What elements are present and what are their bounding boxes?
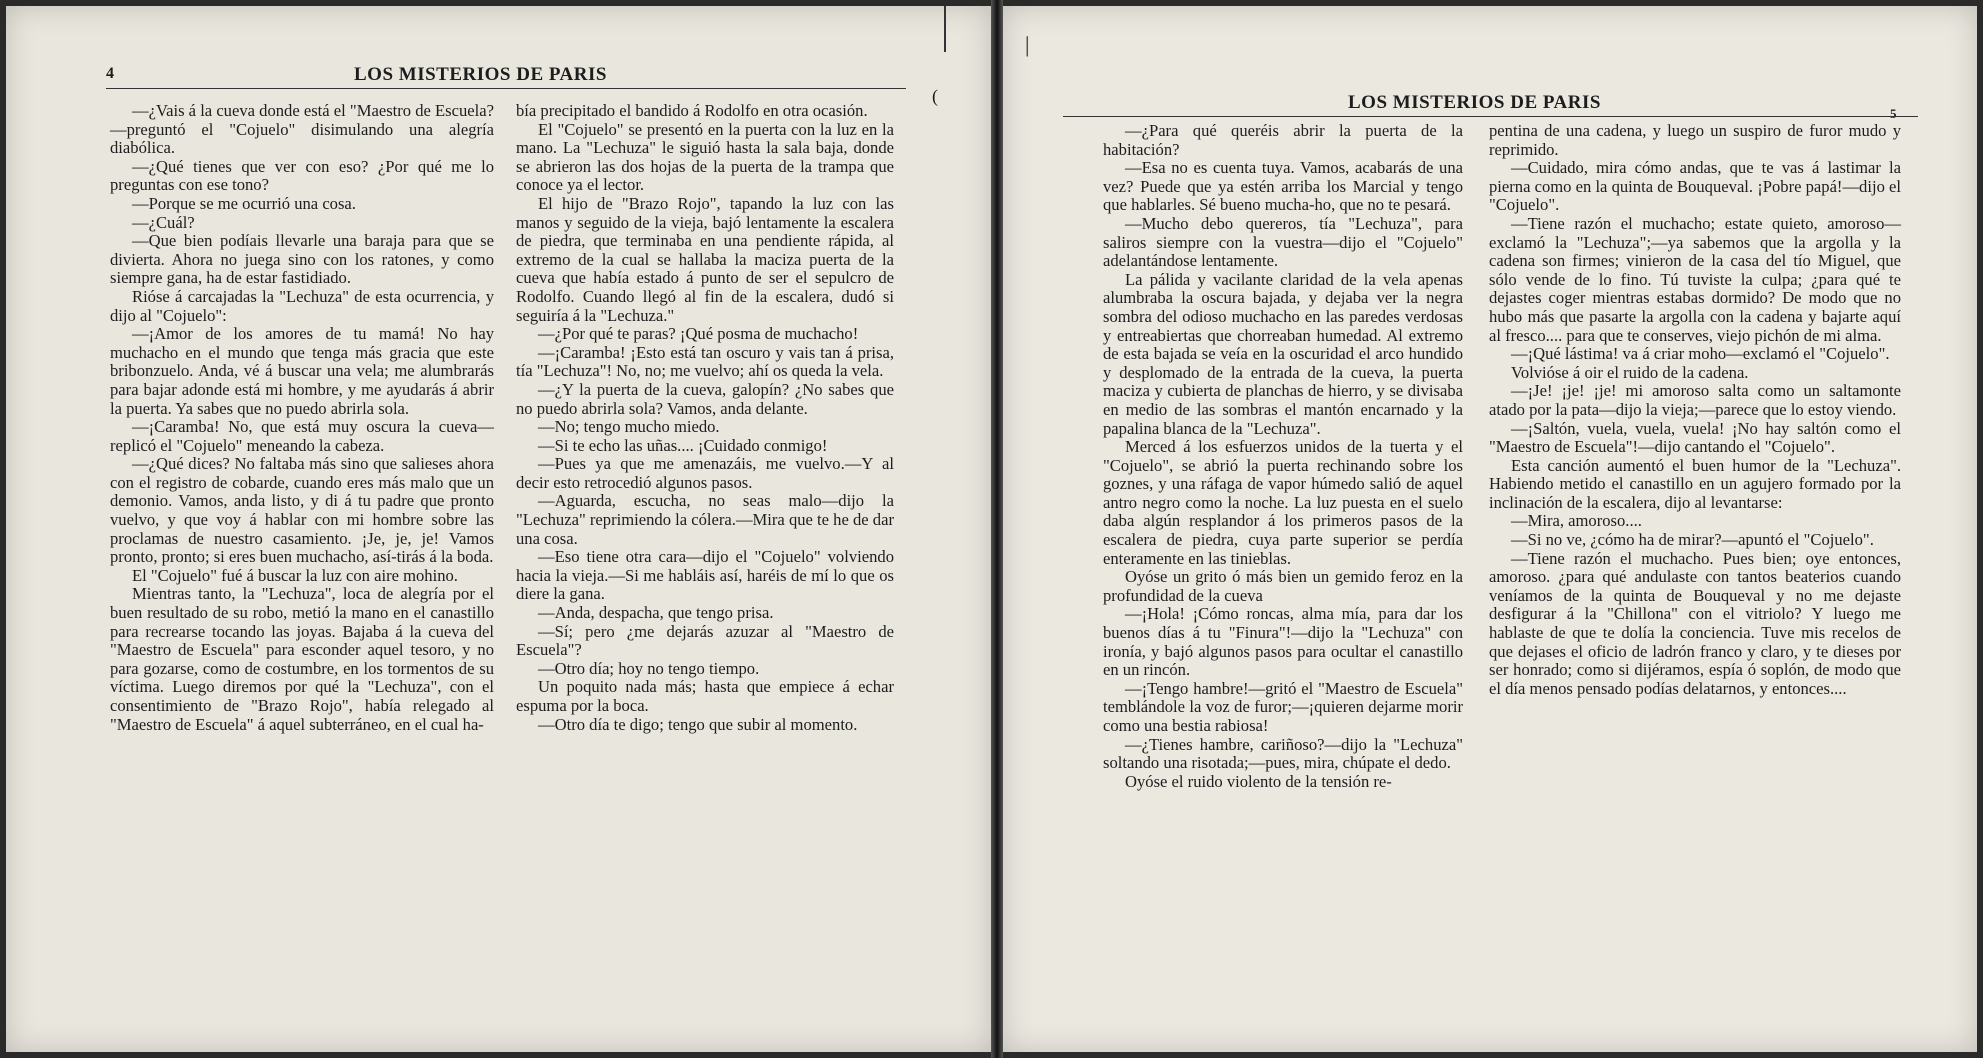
paragraph: Oyóse un grito ó más bien un gemido feroz en la profundidad de la cueva xyxy=(1103,567,1463,605)
paragraph: Oyóse el ruido violento de la tensión re- xyxy=(1125,771,1392,791)
paragraph: —Esa no es cuenta tuya. Vamos, acabarás de una vez? Puede que ya estén arriba los Marcial y tengo que hablarles. Sé bueno mucha-ho, que no te pesará. xyxy=(1103,158,1463,215)
paragraph: —Mira, amoroso.... xyxy=(1511,511,1642,531)
paragraph: Merced á los esfuerzos unidos de la tuerta y el "Cojuelo", se abrió la puerta rechinando sobre los goznes, y una ráfaga de vapor húmedo salió de aquel antro negro como la noche. La luz puesta en el suelo daba algún resplandor á los primeros pasos de la escalera de piedra, cuya parte superior se perdía enteramente en las tinieblas. xyxy=(1103,437,1463,568)
margin-mark: ( xyxy=(932,86,938,106)
paragraph: —Si te echo las uñas.... ¡Cuidado conmigo! xyxy=(538,435,828,455)
paragraph: —Si no ve, ¿cómo ha de mirar?—apuntó el "Cojuelo". xyxy=(1511,530,1874,550)
page-edge-tick xyxy=(944,6,946,52)
paragraph: —¡Je! ¡je! ¡je! mi amoroso salta como un saltamonte atado por la pata—dijo la vieja;—parece que lo estoy viendo. xyxy=(1489,381,1901,419)
paragraph: —Mucho debo quereros, tía "Lechuza", para saliros siempre con la vuestra—dijo el "Cojuelo" adelantándose lentamente. xyxy=(1103,213,1463,271)
left-page-column-1 xyxy=(110,102,494,734)
paragraph: La pálida y vacilante claridad de la vela apenas alumbraba la oscura bajada, y dejaba ver la negra sombra del odioso muchacho en las paredes verdosas y entreabiertas que chorreaban humedad. Al extremo de esta bajada se veía en la oscuridad el arco hundido y desplomado de la entrada de la cueva, la puerta maciza y cubierta de planchas de hierro, y se divisaba en medio de las sombras el mantón encarnado y la papalina blanca de la "Lechuza". xyxy=(1103,269,1463,438)
paragraph: pentina de una cadena, y luego un suspiro de furor mudo y reprimido. xyxy=(1489,121,1901,159)
paragraph: —Eso tiene otra cara—dijo el "Cojuelo" volviendo hacia la vieja.—Si me habláis así, haréis de mí lo que os diere la gana. xyxy=(516,547,894,604)
paragraph: —Tiene razón el muchacho. Pues bien; oye entonces, amoroso. ¿para qué andulaste con tantos beaterios cuando veníamos de la quinta de Bouqueval y no me dejaste desfigurar á la "Chillona" con el vitriolo? Y luego me hablaste de que te dolía la conciencia. Tuve mis recelos de que dejases el oficio de ladrón franco y claro, y te dieses por ser honrado; como si dijéramos, espía ó soplón, de modo que el día menos pensado podías delatarnos, y entonces.... xyxy=(1489,548,1901,698)
paragraph: Mientras tanto, la "Lechuza", loca de alegría por el buen resultado de su robo, metió la mano en el canastillo para recrearse tocando las joyas. Bajaba á la cueva del "Maestro de Escuela" para esconder aquel tesoro, y no para gozarse, como de costumbre, en los tormentos de su víctima. Luego diremos por qué la "Lechuza", con el consentimiento de "Brazo Rojo", había relegado al "Maestro de Escuela" á aquel subterráneo, en el cual ha- xyxy=(110,584,494,734)
paragraph: —¿Por qué te paras? ¡Qué posma de muchacho! xyxy=(538,324,859,344)
header-rule-left xyxy=(106,88,906,89)
paragraph: —Anda, despacha, que tengo prisa. xyxy=(538,603,774,623)
paragraph: El "Cojuelo" fué á buscar la luz con aire mohino. xyxy=(132,565,458,585)
paragraph: —No; tengo mucho miedo. xyxy=(538,417,720,437)
paragraph: —Tiene razón el muchacho; estate quieto, amoroso—exclamó la "Lechuza";—ya sabemos que la argolla y la cadena son firmes; vinieron de la casa del tío Miguel, que sólo vende de lo fino. Tú tuviste la culpa; ¿para qué te dejastes coger mientras estabas dormido? De modo que no hubo más que pasarte la argolla con la cadena y bajarte aquí al fresco.... para que te conserves, viejo pichón de mi alma. xyxy=(1489,213,1901,345)
book-gutter xyxy=(991,0,1003,1058)
paragraph: Volvióse á oir el ruido de la cadena. xyxy=(1511,362,1749,382)
right-page-column-2 xyxy=(1489,122,1901,698)
paragraph: Rióse á carcajadas la "Lechuza" de esta ocurrencia, y dijo al "Cojuelo": xyxy=(110,286,494,325)
page-number-right: 5 xyxy=(1890,106,1897,121)
margin-mark-right: | xyxy=(1025,32,1030,57)
paragraph: —¡Caramba! ¡Esto está tan oscuro y vais tan á prisa, tía "Lechuza"! No, no; me vuelvo; ahí os queda la vela. xyxy=(516,342,894,381)
paragraph: —Otro día; hoy no tengo tiempo. xyxy=(538,658,760,678)
paragraph: —¿Cuál? xyxy=(132,212,195,232)
page-number-left: 4 xyxy=(106,65,114,82)
paragraph: —¿Y la puerta de la cueva, galopín? ¿No sabes que no puedo abrirla sola? Vamos, anda delante. xyxy=(516,379,894,418)
header-rule-right xyxy=(1063,116,1918,117)
paragraph: —¿Qué dices? No faltaba más sino que salieses ahora con el registro de cobarde, cuando eres más malo que un demonio. Vamos, anda listo, y di á tu padre que pronto vuelvo, y que voy á hablar con mi hombre sobre las proclamas de nuestro casamiento. ¡Je, je, je! Vamos pronto, pronto; si eres buen muchacho, así-tirás á la boda. xyxy=(110,454,494,567)
paragraph: —Sí; pero ¿me dejarás azuzar al "Maestro de Escuela"? xyxy=(516,621,894,660)
paragraph: —¿Para qué queréis abrir la puerta de la habitación? xyxy=(1103,121,1463,159)
paragraph: —¡Saltón, vuela, vuela, vuela! ¡No hay saltón como el "Maestro de Escuela"!—dijo cantando el "Cojuelo". xyxy=(1489,418,1901,457)
paragraph: —¿Tienes hambre, cariñoso?—dijo la "Lechuza" soltando una risotada;—pues, mira, chúpate el dedo. xyxy=(1103,734,1463,773)
right-page xyxy=(1003,6,1977,1052)
paragraph: —¿Qué tienes que ver con eso? ¿Por qué me lo preguntas con ese tono? xyxy=(110,156,494,195)
paragraph: —¡Tengo hambre!—gritó el "Maestro de Escuela" temblándole la voz de furor;—¡quieren dejarme morir como una bestia rabiosa! xyxy=(1103,678,1463,735)
paragraph: —¡Hola! ¡Cómo roncas, alma mía, para dar los buenos días á tu "Finura"!—dijo la "Lechuza" con ironía, y bajó algunos pasos para ocultar el canastillo en un rincón. xyxy=(1103,604,1463,680)
paragraph: El hijo de "Brazo Rojo", tapando la luz con las manos y seguido de la vieja, bajó lentamente la escalera de piedra, que terminaba en una pendiente rápida, al extremo de la cual se hallaba la maciza puerta de la cueva que había estado á punto de ser el sepulcro de Rodolfo. Cuando llegó al fin de la escalera, dudó si seguiría á la "Lechuza." xyxy=(516,193,894,325)
paragraph: —¡Amor de los amores de tu mamá! No hay muchacho en el mundo que tenga más gracia que este bribonzuelo. Anda, vé á buscar una vela; me alumbrarás para bajar adonde está mi hombre, y me ayudarás á abrir la puerta. Ya sabes que no puedo abrirla sola. xyxy=(110,324,494,418)
paragraph: bía precipitado el bandido á Rodolfo en otra ocasión. xyxy=(516,101,868,120)
paragraph: —¿Vais á la cueva donde está el "Maestro de Escuela?—preguntó el "Cojuelo" disimulando una alegría diabólica. xyxy=(110,101,494,158)
paragraph: —Porque se me ocurrió una cosa. xyxy=(132,193,356,213)
running-head-right: LOS MISTERIOS DE PARIS xyxy=(1348,92,1601,113)
paragraph: —Cuidado, mira cómo andas, que te vas á lastimar la pierna como en la quinta de Bouqueval. ¡Pobre papá!—dijo el "Cojuelo". xyxy=(1489,158,1901,215)
right-page-column-1 xyxy=(1103,122,1463,791)
left-page-column-2 xyxy=(516,102,894,734)
paragraph: Esta canción aumentó el buen humor de la "Lechuza". Habiendo metido el canastillo en un agujero formado por la inclinación de la escalera, dijo al levantarse: xyxy=(1489,455,1901,512)
paragraph: —¡Qué lástima! va á criar moho—exclamó el "Cojuelo". xyxy=(1511,344,1890,364)
paragraph: —Otro día te digo; tengo que subir al momento. xyxy=(538,714,858,734)
paragraph: —¡Caramba! No, que está muy oscura la cueva—replicó el "Cojuelo" meneando la cabeza. xyxy=(110,417,494,455)
paragraph: —Aguarda, escucha, no seas malo—dijo la "Lechuza" reprimiendo la cólera.—Mira que te he de dar una cosa. xyxy=(516,491,894,548)
paragraph: El "Cojuelo" se presentó en la puerta con la luz en la mano. La "Lechuza" le siguió hasta la sala baja, donde se abrieron las dos hojas de la puerta de la trampa que conoce ya el lector. xyxy=(516,119,894,195)
paragraph: —Que bien podíais llevarle una baraja para que se divierta. Ahora no juega sino con los ratones, y como siempre gana, ha de estar fastidiado. xyxy=(110,231,494,288)
paragraph: —Pues ya que me amenazáis, me vuelvo.—Y al decir esto retrocedió algunos pasos. xyxy=(516,454,894,492)
running-head-left: LOS MISTERIOS DE PARIS xyxy=(354,64,607,85)
left-page xyxy=(6,6,991,1052)
paragraph: Un poquito nada más; hasta que empiece á echar espuma por la boca. xyxy=(516,677,894,715)
